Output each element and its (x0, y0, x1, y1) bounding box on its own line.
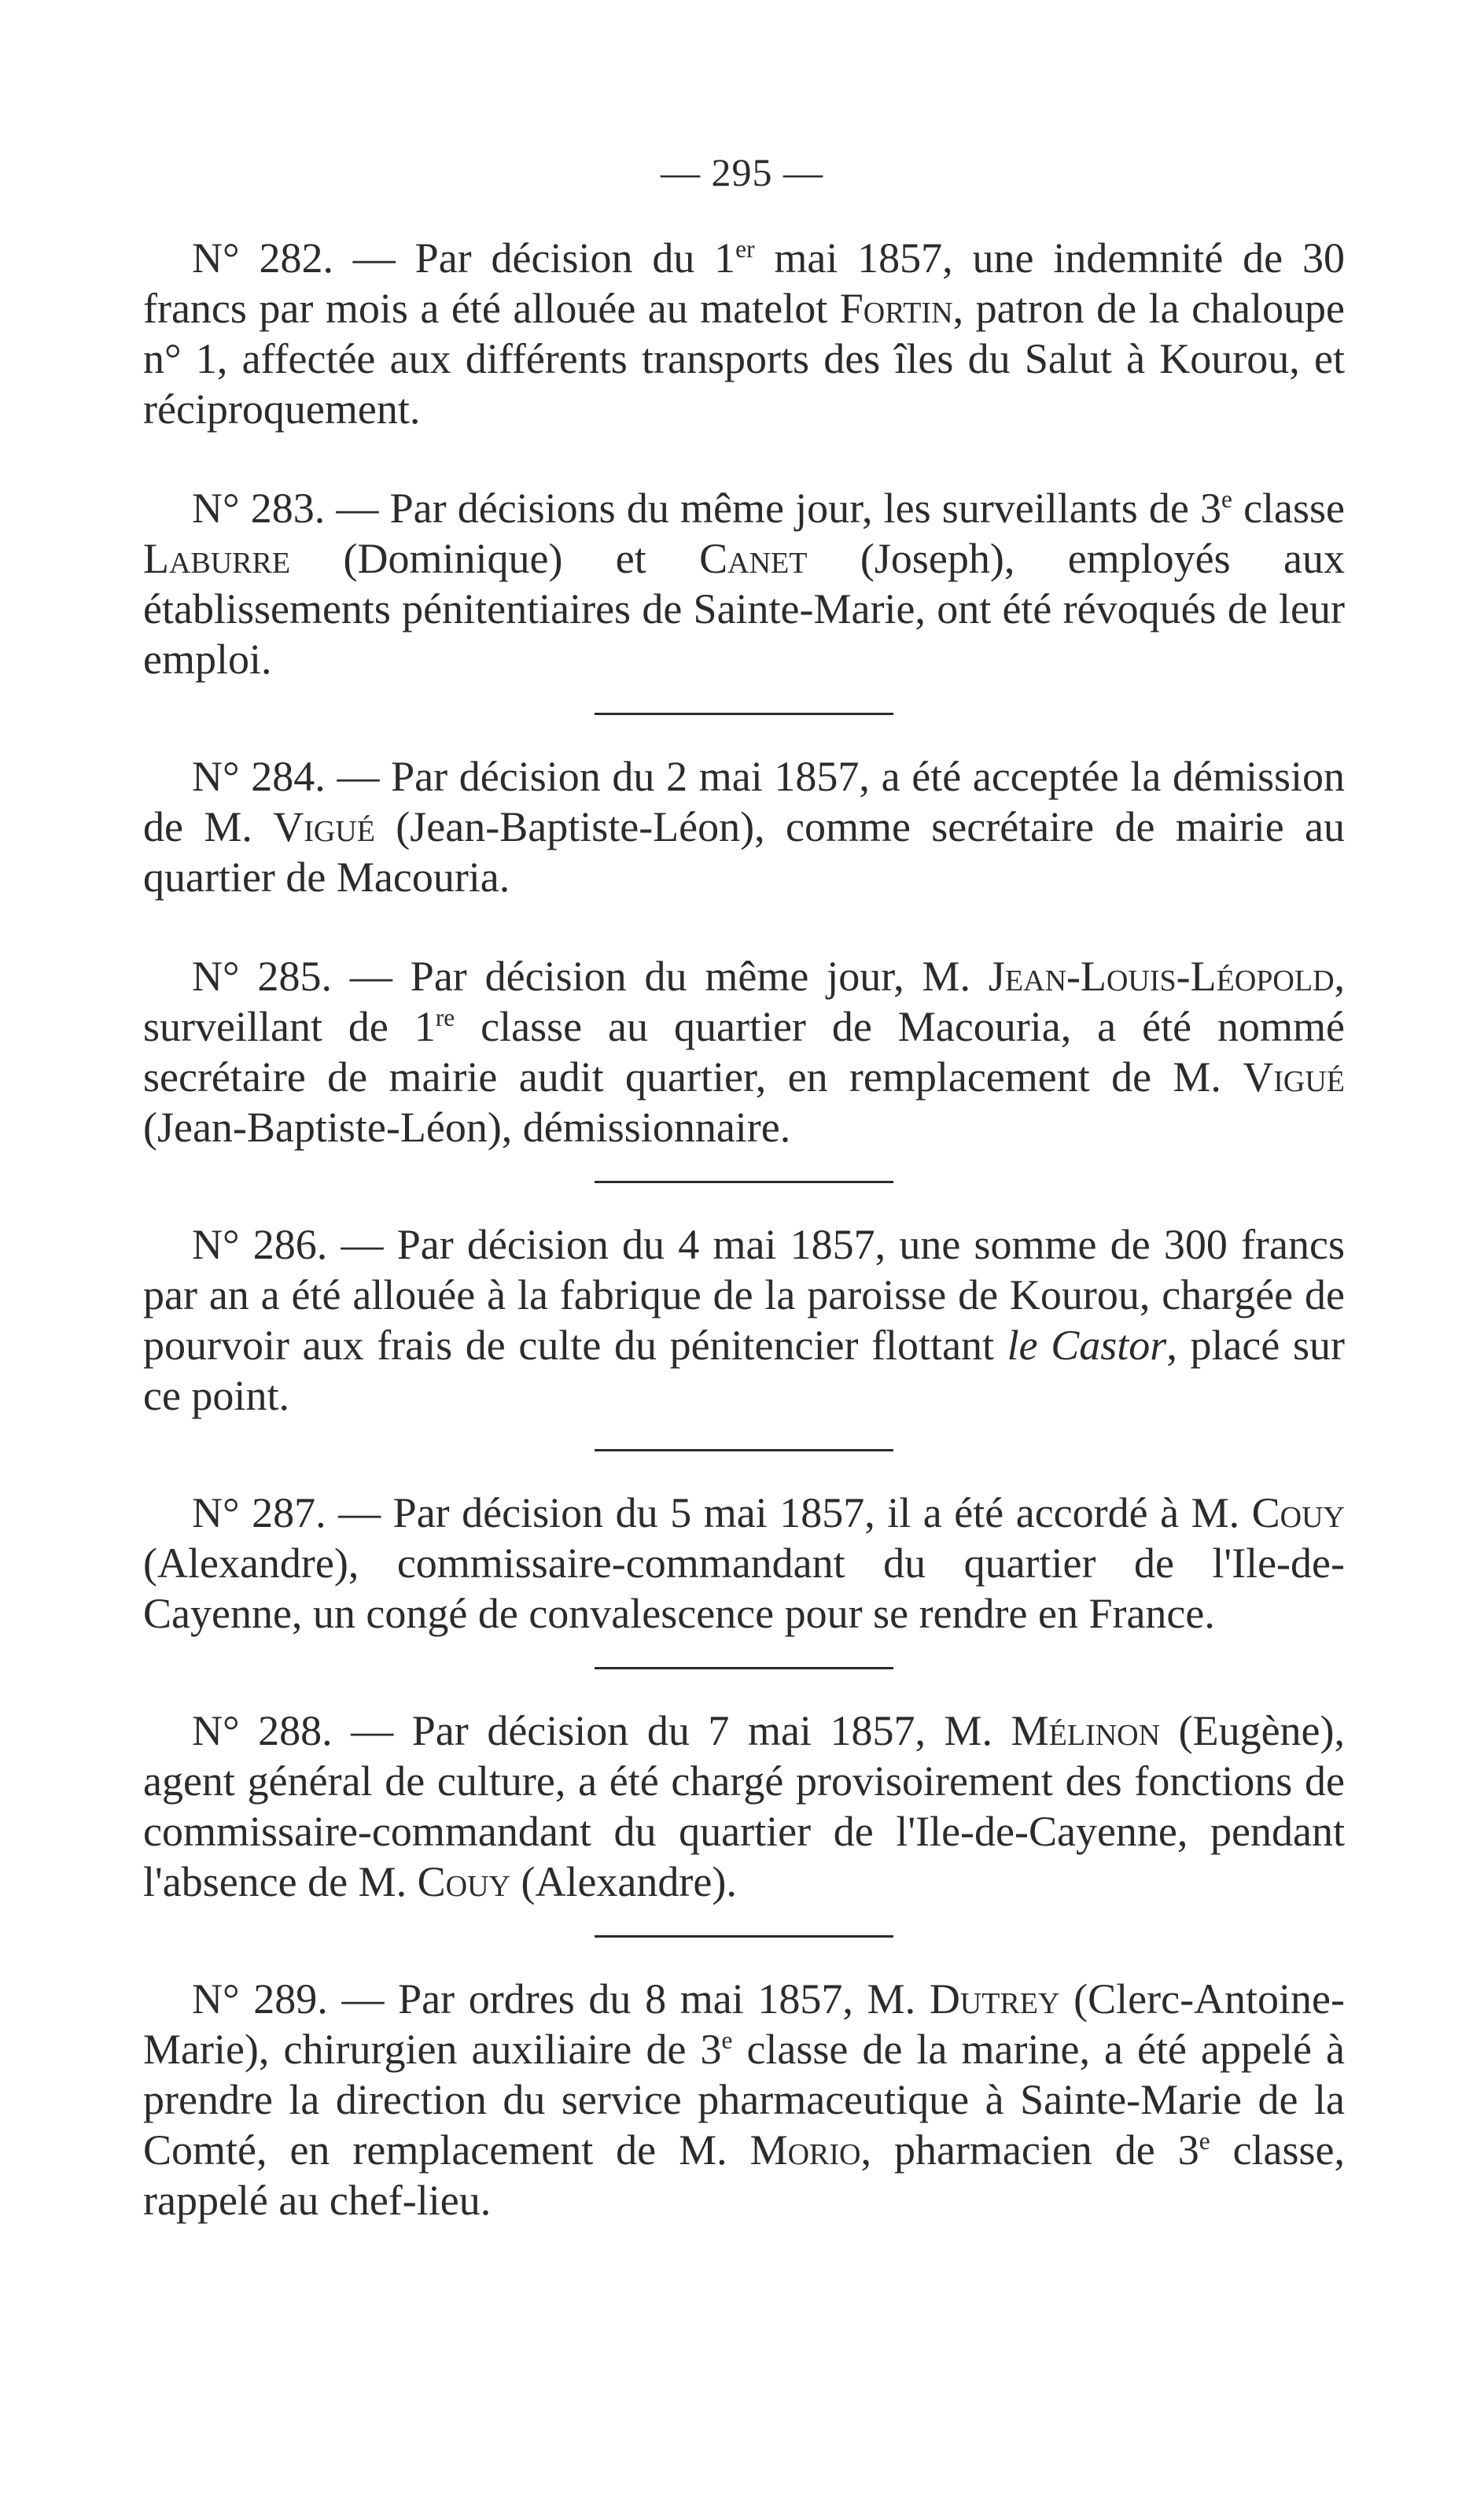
person-name: Couy (417, 1858, 510, 1905)
person-name: Couy (1251, 1489, 1345, 1536)
decision-entry-282: N° 282. — Par décision du 1er mai 1857, une indemnité de 30 francs par mois a été allouée au matelot Fortin, patron de la chaloupe n° 1, affectée aux différents transports des îles du Salut à Kourou, et réciproquement. (143, 234, 1345, 433)
person-name: Fortin (839, 285, 953, 332)
person-name: Dutrey (929, 1975, 1060, 2023)
decision-entry-283: N° 283. — Par décisions du même jour, les surveillants de 3e classe Laburre (Dominique) et Canet (Joseph), employés aux établissements pénitentiaires de Sainte-Marie, ont été révoqués de leur emploi. (143, 485, 1346, 683)
page-number: — 295 — (661, 150, 823, 194)
person-name: Vigué (273, 803, 375, 850)
decision-entry-285: N° 285. — Par décision du même jour, M. Jean-Louis-Léopold, surveillant de 1re classe au quartier de Macouria, a été nommé secrétaire de mairie audit quartier, en remplacement de M. Vigué (Jean-Baptiste-Léon), démissionnaire. (143, 953, 1346, 1151)
entry-number: N° 286. (192, 1221, 328, 1268)
person-name: Morio (749, 2126, 861, 2174)
person-name: Jean-Louis-Léopold (988, 953, 1335, 1000)
entry-number: N° 289. (192, 1975, 328, 2023)
decision-entry-286: N° 286. — Par décision du 4 mai 1857, une somme de 300 francs par an a été allouée à la fabrique de la paroisse de Kourou, chargée de pourvoir aux frais de culte du pénitencier flottant le Castor, placé sur ce point. (143, 1221, 1345, 1419)
person-name: Vigué (1243, 1053, 1345, 1101)
person-name: Mélinon (1011, 1707, 1161, 1754)
entry-number: N° 284. (192, 753, 326, 800)
decision-entry-288: N° 288. — Par décision du 7 mai 1857, M. Mélinon (Eugène), agent général de culture, a été chargé provisoirement des fonctions de commissaire-commandant du quartier de l'Ile-de-Cayenne, pendant l'absence de M. Couy (Alexandre). (143, 1707, 1345, 1905)
text-column (143, 233, 1345, 2226)
entry-number: N° 287. (192, 1489, 326, 1536)
decision-entry-284: N° 284. — Par décision du 2 mai 1857, a été acceptée la démission de M. Vigué (Jean-Baptiste-Léon), comme secrétaire de mairie au quartier de Macouria. (143, 753, 1346, 901)
person-name: Canet (699, 535, 808, 582)
decision-entry-287: N° 287. — Par décision du 5 mai 1857, il a été accordé à M. Couy (Alexandre), commissaire-commandant du quartier de l'Ile-de-Cayenne, un congé de convalescence pour se rendre en France. (143, 1489, 1345, 1637)
entry-number: N° 283. (192, 485, 326, 532)
person-name: Laburre (143, 535, 291, 582)
decision-entry-289: N° 289. — Par ordres du 8 mai 1857, M. Dutrey (Clerc-Antoine-Marie), chirurgien auxiliaire de 3e classe de la marine, a été appelé à prendre la direction du service pharmaceutique à Sainte-Marie de la Comté, en remplacement de M. Morio, pharmacien de 3e classe, rappelé au chef-lieu. (143, 1975, 1346, 2224)
entry-number: N° 288. (192, 1707, 333, 1754)
ship-name: le Castor (1007, 1322, 1167, 1369)
entry-number: N° 285. (192, 953, 332, 1000)
entry-number: N° 282. (192, 234, 333, 282)
